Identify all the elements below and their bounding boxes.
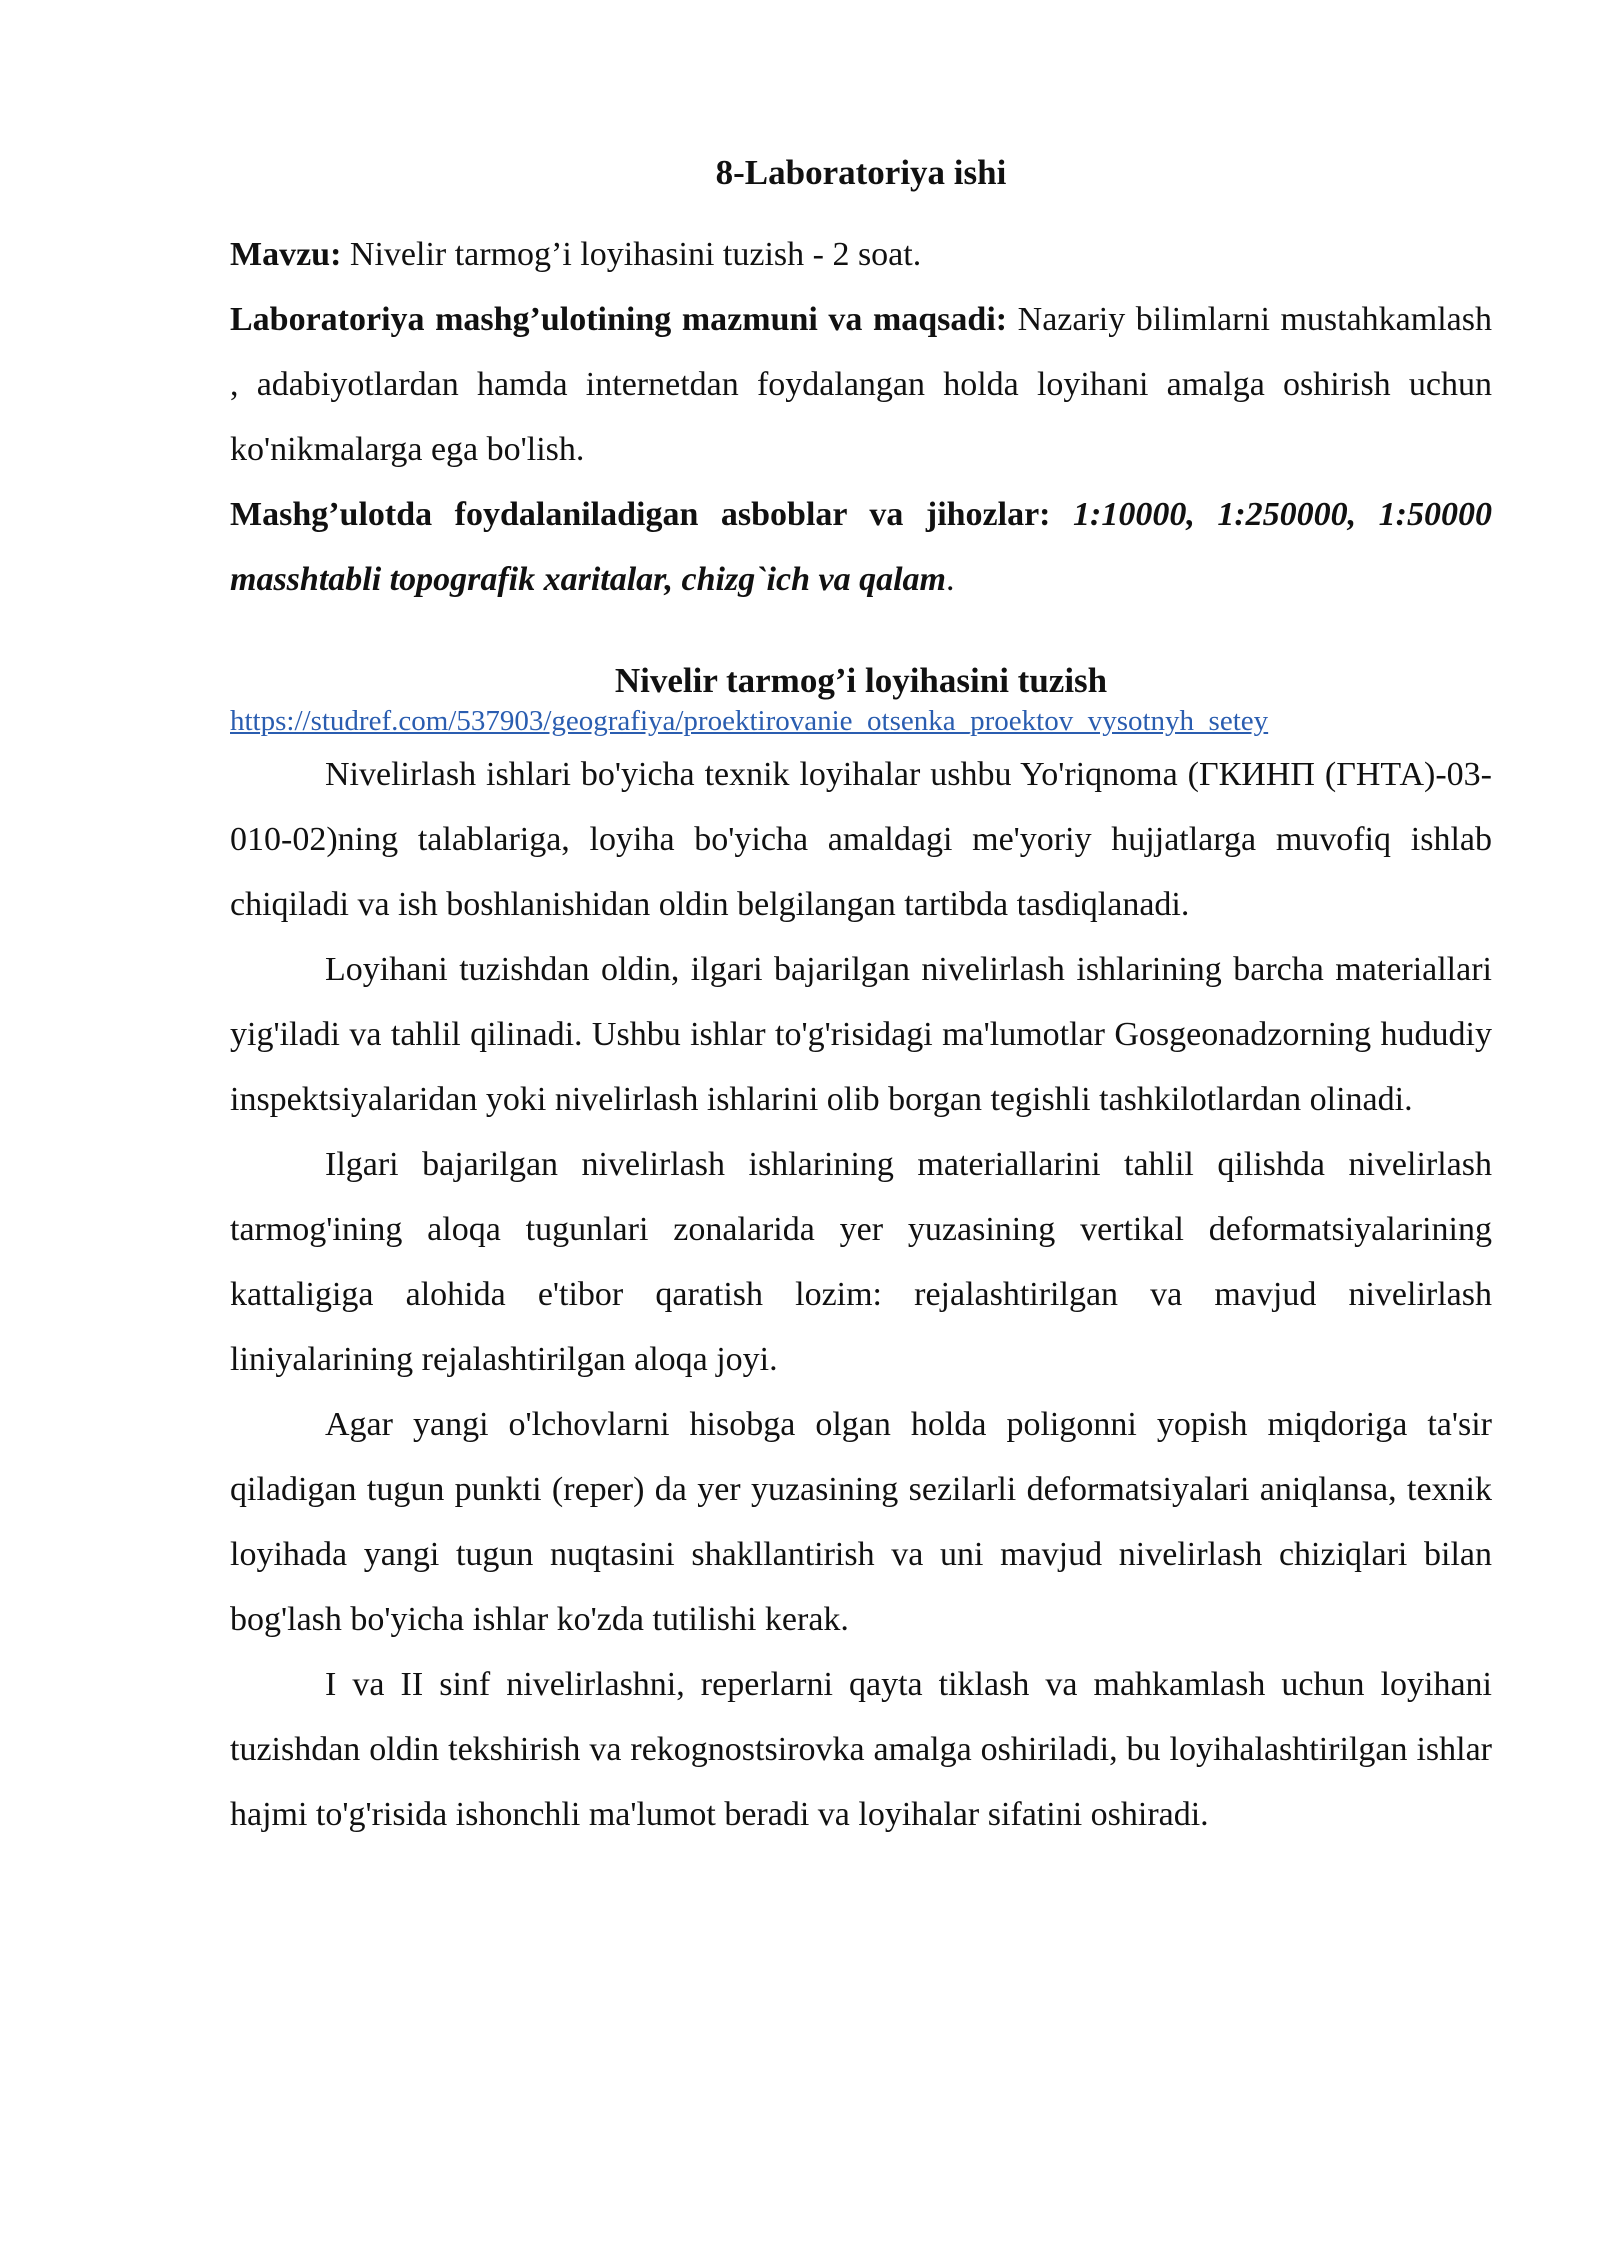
- body-paragraph-4: Agar yangi o'lchovlarni hisobga olgan holda poligonni yopish miqdoriga ta'sir qiladigan tugun punkti (reper) da yer yuzasining sezilarli deformatsiyalari aniqlansa, texnik loyihada yangi tugun nuqtasini shakllantirish va uni mavjud nivelirlash chiziqlari bilan bog'lash bo'yicha ishlar ko'zda tutilishi kerak.: [230, 1406, 1492, 1638]
- goal-label: Laboratoriya mashg’ulotining mazmuni va maqsadi:: [230, 301, 1008, 338]
- document-title: 8-Laboratoriya ishi: [715, 153, 1007, 192]
- equipment-label: Mashg’ulotda foydalaniladigan asboblar va jihozlar:: [230, 496, 1051, 533]
- goal-paragraph: [230, 287, 1492, 482]
- document-page: [230, 130, 1492, 1847]
- topic-text: Nivelir tarmog’i loyihasini tuzish - 2 soat.: [349, 236, 922, 273]
- equipment-paragraph: [230, 482, 1492, 612]
- body-paragraph-5: I va II sinf nivelirlashni, reperlarni qayta tiklash va mahkamlash uchun loyihani tuzishdan oldin tekshirish va rekognostsirovka amalga oshiriladi, bu loyihalashtirilgan ishlar hajmi to'g'risida ishonchli ma'lumot beradi va loyihalar sifatini oshiradi.: [230, 1666, 1492, 1833]
- equipment-end: .: [945, 561, 955, 598]
- topic-label: Mavzu:: [230, 236, 342, 273]
- goal-text: Nazariy bilimlarni mustahkamlash , adabiyotlardan hamda internetdan foydalangan holda loyihani amalga oshirish uchun ko'nikmalarga ega bo'lish.: [230, 301, 1492, 468]
- source-link[interactable]: https://studref.com/537903/geografiya/proektirovanie_otsenka_proektov_vysotnyh_setey: [230, 705, 1269, 737]
- body-paragraph-1: Nivelirlash ishlari bo'yicha texnik loyihalar ushbu Yo'riqnoma (ГКИНП (ГНТА)-03-010-02)ning talablariga, loyiha bo'yicha amaldagi me'yoriy hujjatlarga muvofiq ishlab chiqiladi va ish boshlanishidan oldin belgilangan tartibda tasdiqlanadi.: [230, 756, 1492, 923]
- section-title: Nivelir tarmog’i loyihasini tuzish: [614, 661, 1108, 700]
- body-paragraph-2: Loyihani tuzishdan oldin, ilgari bajarilgan nivelirlash ishlarining barcha materiallari yig'iladi va tahlil qilinadi. Ushbu ishlar to'g'risidagi ma'lumotlar Gosgeonadzorning hududiy inspektsiyalaridan yoki nivelirlash ishlarini olib borgan tegishli tashkilotlardan olinadi.: [230, 951, 1492, 1118]
- body-paragraph-3: Ilgari bajarilgan nivelirlash ishlarining materiallarini tahlil qilishda nivelirlash tarmog'ining aloqa tugunlari zonalarida yer yuzasining vertikal deformatsiyalarining kattaligiga alohida e'tibor qaratish lozim: rejalashtirilgan va mavjud nivelirlash liniyalarining rejalashtirilgan aloqa joyi.: [230, 1146, 1492, 1378]
- equipment-text: 1:10000, 1:250000, 1:50000 masshtabli topografik xaritalar, chizg`ich va qalam: [230, 496, 1493, 598]
- topic-line: [230, 222, 1492, 287]
